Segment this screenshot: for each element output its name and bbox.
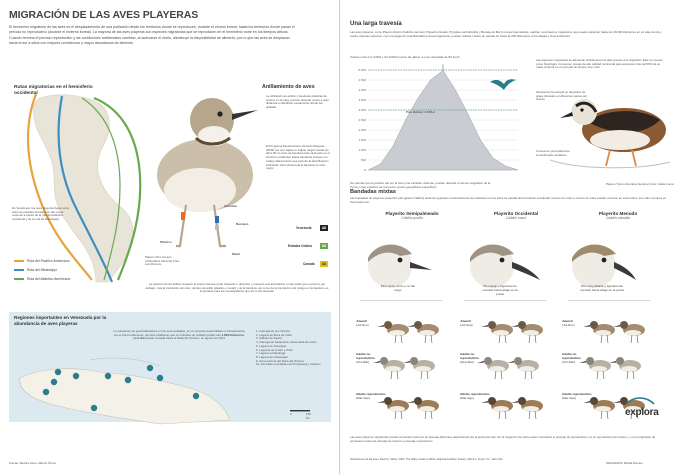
row-label-breeding: Adulto reproductivo (Mar-Sep) xyxy=(356,392,386,400)
food-text: Consumen principalmente invertebrados acuáticos xyxy=(536,149,570,157)
region-item: 2. Laguna de Boca de Caño xyxy=(256,332,293,337)
scale-unit: km xyxy=(306,416,310,420)
legend-pacific: Ruta del Pacífico Americano xyxy=(14,259,70,263)
region-item: 10. Arrozales inundables de Portuguesa y Guárico xyxy=(256,362,321,367)
region-item: 5. Laguna de Tacarigua xyxy=(256,343,287,348)
species-name: Playerito Menudo xyxy=(598,211,638,216)
plover-photo-credit: Playero Pico Grueso (Charadrius wilsonia) Foto: Luis Romero xyxy=(145,255,180,267)
y-tick-label: 4.500 xyxy=(358,78,366,82)
y-tick-label: 5.000 xyxy=(358,68,366,72)
row-label-nonbreeding-2: Adulto no reproductivo (Sep-Mar) xyxy=(460,352,479,364)
row-label-juvenile: Juvenil (Jul-Nov) xyxy=(356,319,369,327)
scale-bar xyxy=(0,0,339,474)
right-page xyxy=(340,0,679,474)
trip-title: Una larga travesía xyxy=(350,21,402,27)
flight-text: Vuelan entre los 3.000 y los 8.000 metros de altura, a una velocidad de 80 km/h xyxy=(350,55,460,59)
legend-atlantic: Ruta del Atlántico Americano xyxy=(14,277,70,281)
turnstone-credit: Playero Turco (Arenaria interpres) Foto: Giulia Cocco xyxy=(605,182,674,186)
y-tick-label: 4.000 xyxy=(358,88,366,92)
region-item: 6. Lagunas de Unare y Píritu xyxy=(256,347,293,352)
beak-note-1: Pico recto, romo y no tan largo xyxy=(380,284,416,292)
hyperphagia-text: Las especies migratorias se alimentan activamente los días previos a la migración. Este se conoce como hiperfagia. Consumen presas de alto calidad nutricional para aumentar más del 50% de su masa corporal en un período de tiempo muy corto xyxy=(536,58,663,70)
region-item: 9. Zona externa del Delta del Orinoco xyxy=(256,358,305,363)
intro-paragraph: El fenómeno migratorio de las aves es el desplazamiento de una población desde los territorios donde se reproducen, durante el verano boreal, hasta los territorios donde pasan el período no reproductivo (durante el invierno boreal). La mayoría de las aves playeras son especies migratorias que se reproducen en el hemisferio norte en los tiempos árticos. Cuando termina el período reproductivo y las condiciones ambientales cambian, al acercarse el otoño, disminuye la disponibilidad de alimento, por lo que las aves se desplazan hacia el sur a sitios con mejores condiciones y mayor abundancia de alimento xyxy=(9,25,295,45)
y-tick-label: 2.500 xyxy=(358,118,366,122)
peak-label: Pico Bolívar: 4.978 m xyxy=(406,110,436,114)
y-tick-label: 1.000 xyxy=(358,148,366,152)
flag-venezuela-label: Venezuela xyxy=(296,226,312,230)
label-aluminio: Aluminio xyxy=(224,204,238,208)
mixed-flocks-text: Las bandadas de playeros pequeños (del género Calidris) alcanzan grandes concentraciones de individuos en los sitios de parada del hemisferio occidental. Grupos de miles o cientos de miles pueden reunirse en estos sitios. Los más comunes en Venezuela son: xyxy=(350,196,667,204)
y-tick-label: 500 xyxy=(360,158,366,162)
species-latin: Calidris minutilla xyxy=(605,216,630,220)
gps-text-2: desde Canadá hasta el Delta del Orinoco, en agosto de 2013 xyxy=(146,336,225,341)
row-label-juvenile-2: Juvenil (Jul-Sep) xyxy=(460,319,473,327)
infographic-credit: INFOGRAFÍA: Mireille Romero xyxy=(606,462,643,465)
explora-logo: explora xyxy=(625,407,659,418)
row-label-nonbreeding: Adulto no reproductivo (Oct-Mar) xyxy=(356,352,375,364)
label-metal: Metal xyxy=(232,252,240,256)
label-bandera: Bandera xyxy=(236,222,249,226)
region-item: 8. Laguna de Chacopata xyxy=(256,354,288,359)
species-name: Playerito Semipalmeado xyxy=(385,211,439,216)
row-label-breeding-2: Adulto reproductivo (Mar-Ago) xyxy=(460,392,490,400)
trip-text: Las aves playeras, como Playero Rojizo (Calidris canutus), Playerito Dorado (Tryngites subruficollis) y Becasa de Mar (Limosa haemastica), realizan movimientos migratorios que pueden alcanzar hasta los 30.000 kilómetros en su viaje de ida y vuelta. Algunas especies, como la Aguja de Cola Bandada (Limosa lapponica), pueden realizar vuelos sin parada de hasta 11.000 kilómetros entre Alaska y Nueva Zelanda xyxy=(350,30,662,38)
orientation-note: Se orientan por la posición del sol, la luna y las estrellas. Además, pueden detectar el campo magnético de la Tierra y usar espacios de reconocer puntos geográficos específicos xyxy=(350,181,491,189)
scale-max: 150 xyxy=(306,412,311,416)
page-title: MIGRACIÓN DE LAS AVES PLAYERAS xyxy=(9,9,199,21)
ringing-text-2: El Programa Panamericano de Aves Playeras (PASP por sus siglas en inglés) asignó desde los años 80 un color de bandera para cada país en el territorio occidental. Estas banderas incluyen un código alfanumérico que permite la identificación individual. Para Venezuela la bandera es color negro xyxy=(266,144,330,171)
y-tick-label: 1.500 xyxy=(358,138,366,142)
fat-storage-text: Almacenan la energía en depósitos de grasa ubicados en diferentes partes del cuerpo xyxy=(536,90,587,102)
gps-distance: 4.828 kilómetros en 6 días xyxy=(133,332,245,341)
closing-text: Las aves playeras migratorias pueden presentar patrones de plumaje diferentes dependiendo de la época del año. En la migración de otoño están mezclados el plumaje de reproductivo y el no reproductivo de invierno, y en la migración de primavera mudan de plumaje de invierno a plumaje reproductivo. xyxy=(350,435,656,443)
gps-text-1: La colocación de geolocalizadores en los aves anilladas, en un proyecto desarrollado en Norteamérica por el Centro Manomet, permitió establecer que un individuo de Calidris pusilla voló xyxy=(113,329,245,337)
source-credit: Fuente: Sandra Giner, Alberto Órnez xyxy=(9,461,56,465)
beak-note-3: Pico muy afilado y ligeramente curvado hacia abajo en la punta xyxy=(580,284,624,292)
region-item: 7. Laguna La Restinga xyxy=(256,351,286,356)
region-item: 3. Salinas de Sauca xyxy=(256,336,282,341)
beak-note-2: Pico largo y ligeramente curvado hacia abajo en la punta xyxy=(482,284,518,296)
regions-title: Regiones importantes en Venezuela por la abundancia de aves playeras xyxy=(14,315,107,326)
venezuela-routes-note: En Venezuela, las aves playeras llegan a los sitios de paradas ubicados en las zonas costeras a través de la ruta del Atlántico occidental y de la ruta de Mississippi xyxy=(12,206,70,222)
label-plastico: Plástico xyxy=(160,240,172,244)
references: Ilustraciones de las aves: David A. Sibley, 2000. The Sibley Guide to Birds. National Audubon Society. Alfred A. Knopf, Inc., New York xyxy=(350,458,503,461)
left-page xyxy=(0,0,339,474)
row-label-breeding-3: Adulto reproductivo (Mar-Sep) xyxy=(562,392,592,400)
routes-title: Rutas migratorias en el hemisferio occidental xyxy=(14,85,93,96)
explora-logo-mark xyxy=(340,0,679,474)
scale-zero: 0 xyxy=(290,412,292,416)
row-label-nonbreeding-3: Adulto no reproductivo (Oct-Mar) xyxy=(562,352,581,364)
region-item: 1. Ciénaga de Los Olivitos xyxy=(256,329,290,333)
species-name: Playerito Occidental xyxy=(493,211,539,216)
row-label-juvenile-3: Juvenil (Jul-Nov) xyxy=(562,319,575,327)
flag-venezuela: A8 xyxy=(321,226,327,230)
ringing-title: Anillamiento de aves xyxy=(262,84,315,90)
y-tick-label: 3.500 xyxy=(358,98,366,102)
species-latin: Calidris pusilla xyxy=(401,216,423,220)
flag-usa-label: Estados Unidos xyxy=(288,244,313,248)
flag-canada-label: Canadá xyxy=(303,262,315,266)
species-latin: Calidris mauri xyxy=(505,216,527,220)
region-item: 4. Ciénaga de Sinamaica y Ensenada de Carro xyxy=(256,340,317,345)
legend-mississippi: Ruta del Mississippi xyxy=(14,268,57,272)
ringing-caption: La posición de los anillos respecto al cuerpo del ave (todo izquierdo o derecho) y respecto a la articulación en las patas (por encima o por debajo), más la indicación del color, del tipo de anillo (plástico o metal) y de la bandera, así como de la inscripción del código en la bandera, es importante para los investigadores que así lo documentan xyxy=(145,282,329,294)
ringing-text-1: La utilización de anillos y banderas plásticas de colores en la pata, permite detectar al ave a gran distancia e identificar visualmente dónde fue anillada xyxy=(266,94,329,110)
y-tick-label: 2.000 xyxy=(358,128,366,132)
flag-usa: A8 xyxy=(321,244,327,248)
y-tick-label: 3.000 xyxy=(358,108,366,112)
mixed-flocks-title: Bandadas mixtas xyxy=(350,189,397,195)
y-tick-label: 0 xyxy=(364,168,366,172)
flag-canada: A8 xyxy=(321,262,327,266)
